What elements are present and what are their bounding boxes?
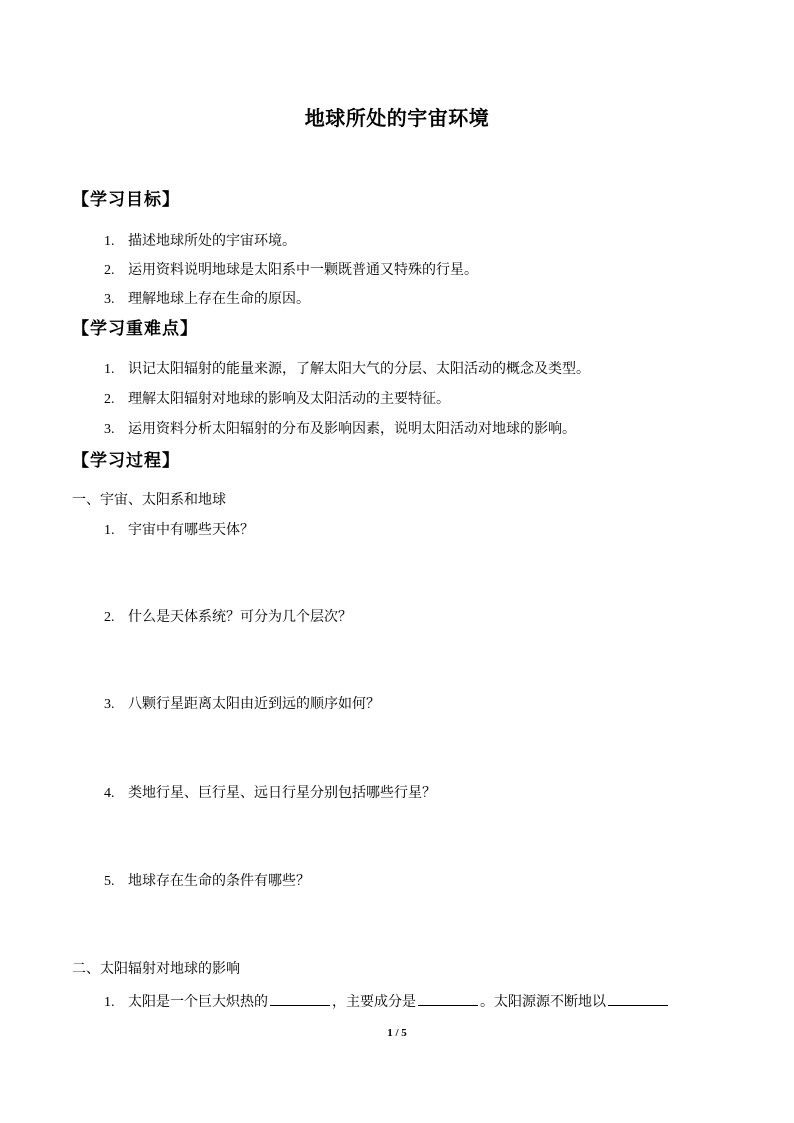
item-number: 4.	[104, 786, 115, 801]
item-number: 1.	[104, 523, 115, 538]
item-number: 2.	[104, 610, 115, 625]
item-text: 运用资料说明地球是太阳系中一颗既普通又特殊的行星。	[128, 262, 478, 278]
section-heading-process: 【学习过程】	[72, 451, 180, 471]
document-title: 地球所处的宇宙环境	[304, 106, 490, 130]
item-number: 3.	[104, 697, 115, 712]
item-number: 5.	[104, 874, 115, 889]
question-text-part: 。太阳源源不断地以	[480, 994, 606, 1010]
item-text: 描述地球所处的宇宙环境。	[128, 233, 296, 249]
question-item	[104, 783, 436, 804]
question-item	[104, 694, 380, 715]
item-number: 1.	[104, 362, 115, 377]
item-number: 3.	[104, 292, 115, 307]
question-item	[104, 520, 254, 541]
subsection-heading-solar-radiation: 二、太阳辐射对地球的影响	[72, 961, 240, 977]
objective-item	[104, 260, 478, 281]
key-point-item	[104, 359, 590, 380]
section-heading-objectives: 【学习目标】	[72, 190, 180, 210]
item-text: 识记太阳辐射的能量来源，了解太阳大气的分层、太阳活动的概念及类型。	[128, 361, 590, 377]
item-text: 地球存在生命的条件有哪些？	[128, 873, 310, 889]
fill-in-question	[104, 989, 670, 1013]
item-text: 理解太阳辐射对地球的影响及太阳活动的主要特征。	[128, 391, 450, 407]
page-number: 1 / 5	[387, 1027, 407, 1039]
item-text: 八颗行星距离太阳由近到远的顺序如何？	[128, 696, 380, 712]
item-text: 什么是天体系统？可分为几个层次？	[128, 609, 352, 625]
section-heading-key-points: 【学习重难点】	[72, 319, 198, 339]
item-text: 理解地球上存在生命的原因。	[128, 291, 310, 307]
subsection-heading-universe: 一、宇宙、太阳系和地球	[72, 492, 226, 508]
item-number: 2.	[104, 392, 115, 407]
item-text: 宇宙中有哪些天体？	[128, 522, 254, 538]
answer-blank[interactable]	[418, 989, 478, 1006]
question-item	[104, 607, 352, 628]
question-text-part: ，主要成分是	[332, 994, 416, 1010]
item-text: 运用资料分析太阳辐射的分布及影响因素，说明太阳活动对地球的影响。	[128, 421, 576, 437]
question-text-part: 太阳是一个巨大炽热的	[128, 994, 268, 1010]
key-point-item	[104, 419, 576, 440]
item-number: 1.	[104, 995, 115, 1010]
item-text: 类地行星、巨行星、远日行星分别包括哪些行星？	[128, 785, 436, 801]
key-point-item	[104, 389, 450, 410]
answer-blank[interactable]	[608, 989, 668, 1006]
item-number: 1.	[104, 234, 115, 249]
objective-item	[104, 231, 296, 252]
question-item	[104, 871, 310, 892]
objective-item	[104, 289, 310, 310]
answer-blank[interactable]	[270, 989, 330, 1006]
item-number: 3.	[104, 422, 115, 437]
item-number: 2.	[104, 263, 115, 278]
